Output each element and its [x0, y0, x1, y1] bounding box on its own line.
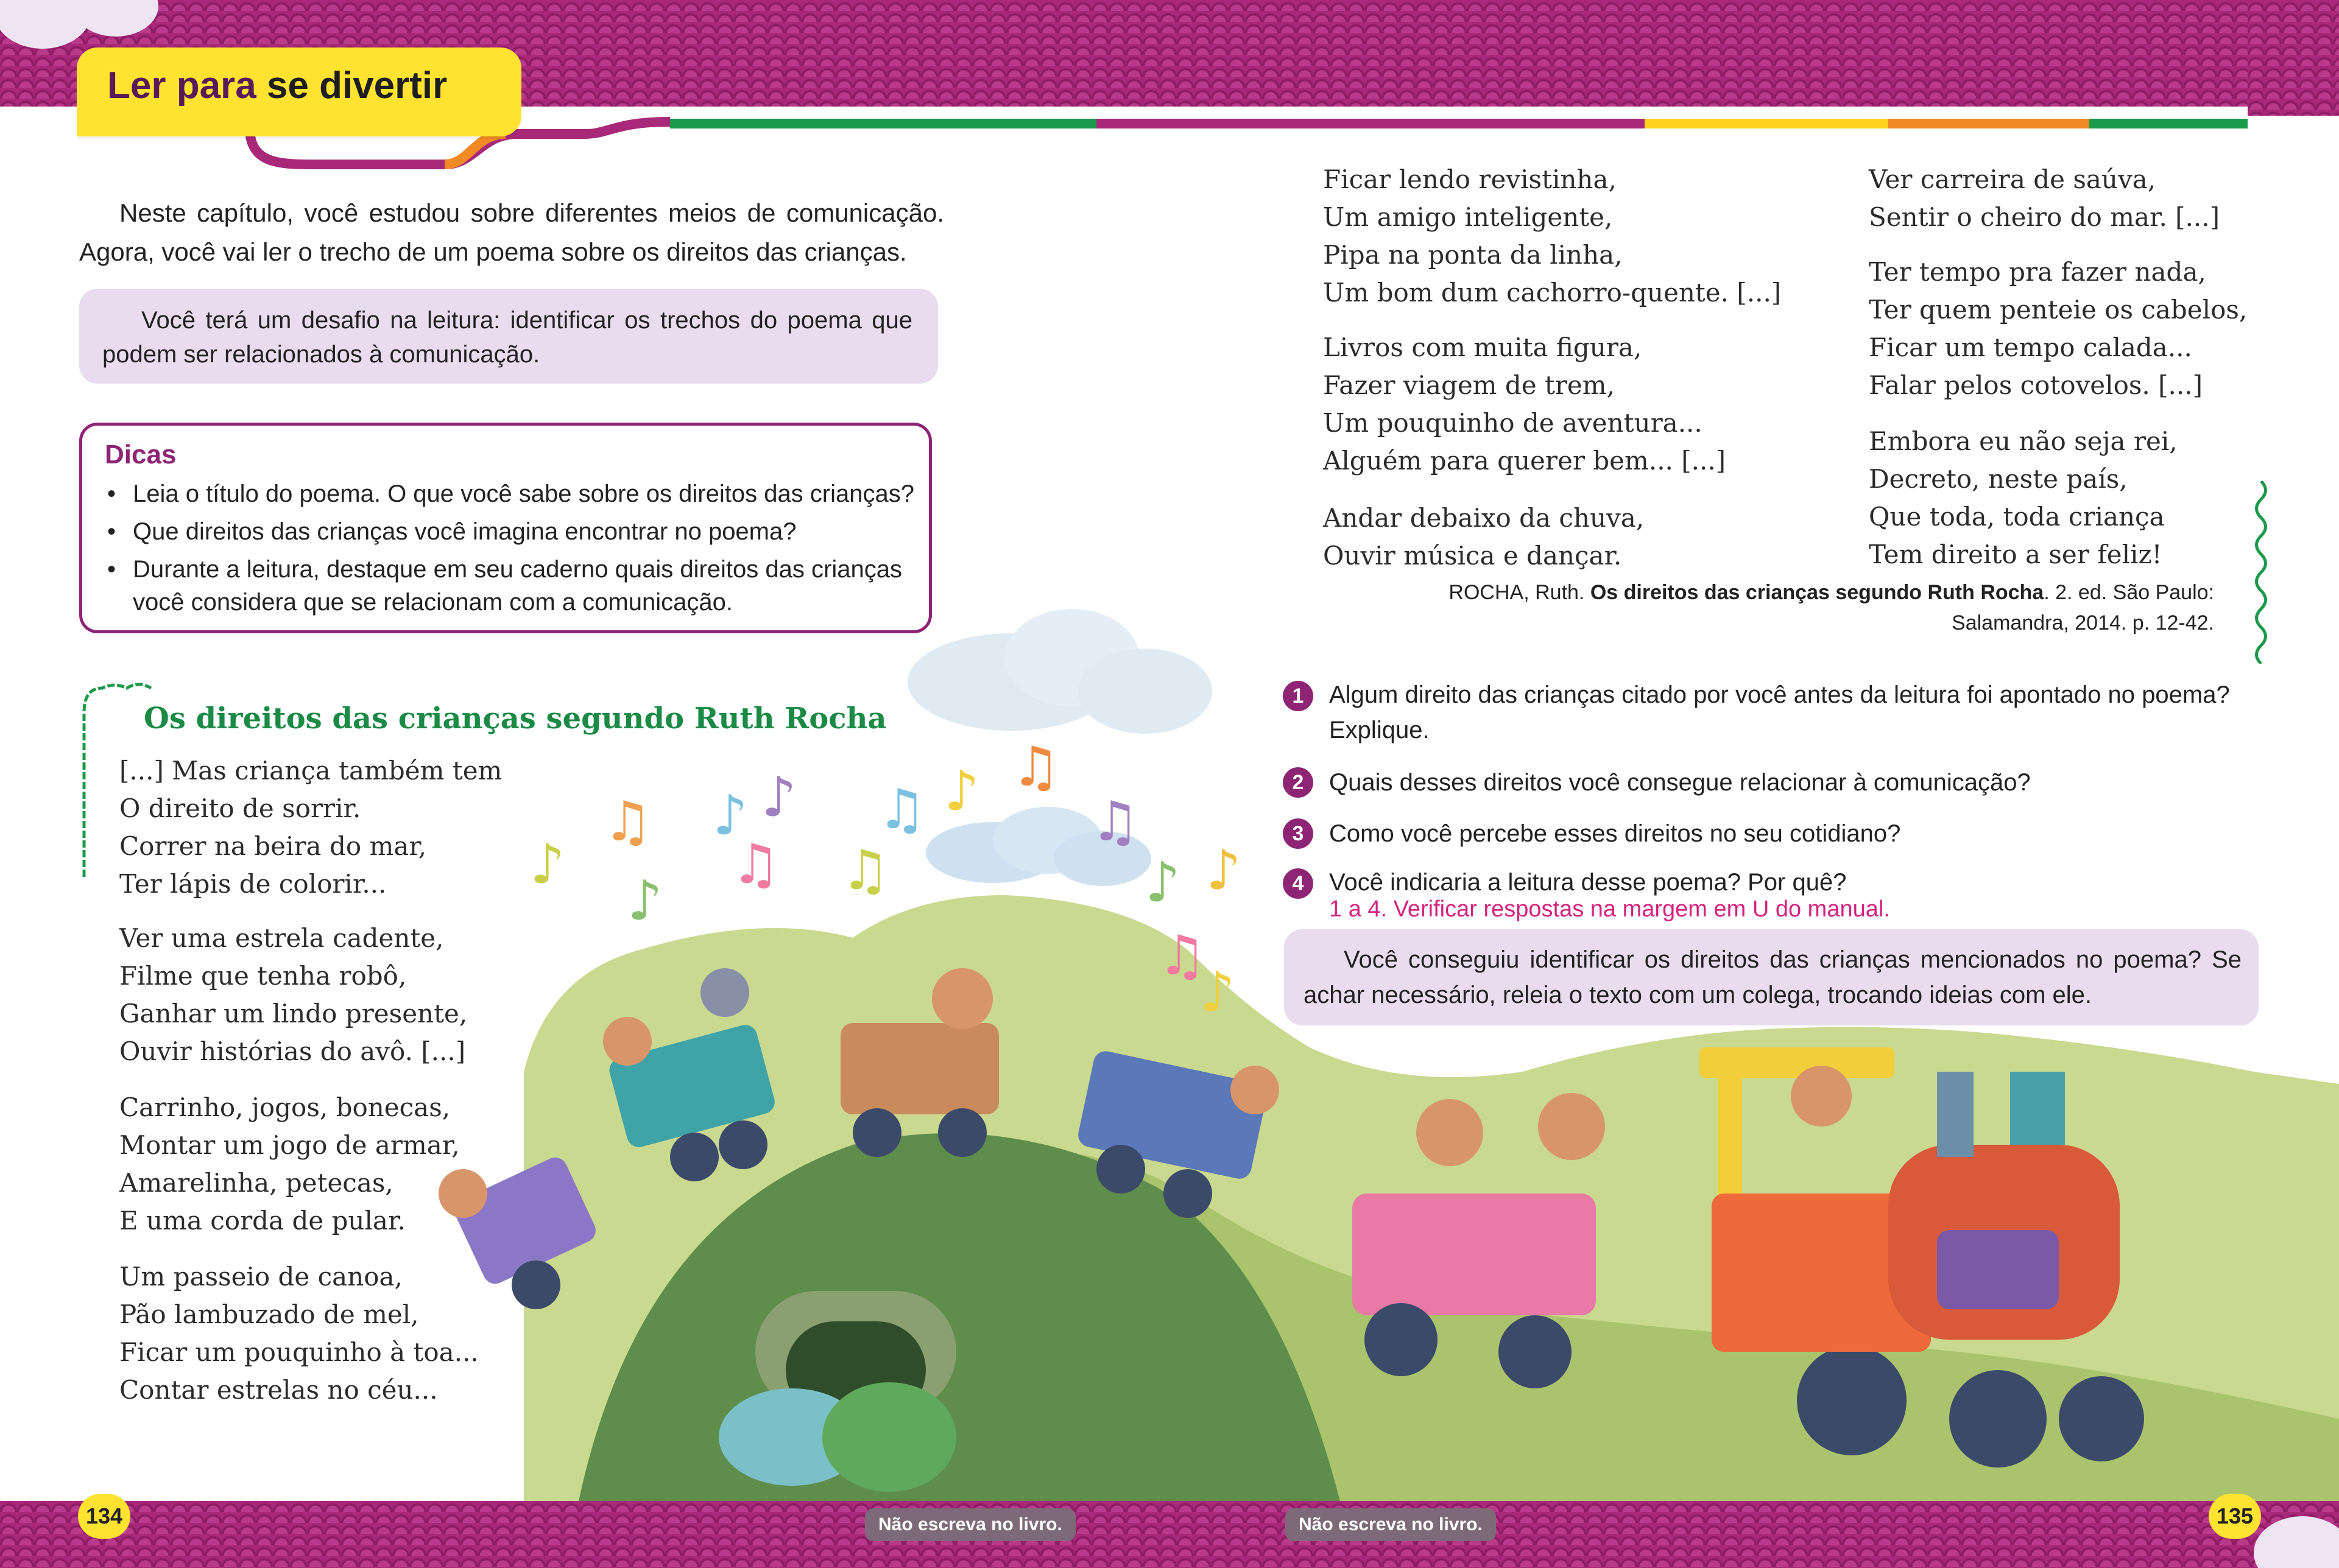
poem-stanza — [119, 752, 502, 903]
poem-stanza — [1323, 329, 1726, 480]
tip-item: • Leia o título do poema. O que você sabe sobre os direitos das crianças? — [105, 477, 915, 510]
teacher-answer-note: 1 a 4. Verificar respostas na margem em U do manual. — [1329, 896, 1890, 922]
svg-text:♫: ♫ — [841, 838, 890, 902]
poem-line: Ter lápis de colorir... — [119, 869, 387, 899]
poem-line: Montar um jogo de armar, — [119, 1130, 460, 1160]
question-number-badge: 2 — [1283, 767, 1313, 798]
poem-line: Fazer viagem de trem, — [1323, 370, 1615, 400]
section-title — [107, 64, 447, 107]
svg-text:♪: ♪ — [713, 784, 748, 848]
poem-line: Embora eu não seja rei, — [1869, 426, 2178, 456]
svg-text:♪: ♪ — [1206, 838, 1241, 902]
decor-stripe-yellow — [1645, 119, 1888, 128]
svg-text:♫: ♫ — [731, 832, 780, 896]
question-text: Você indicaria a leitura desse poema? Por quê? — [1329, 869, 1847, 896]
cloud-icon — [2248, 1510, 2339, 1568]
poem-line: Pão lambuzado de mel, — [119, 1299, 419, 1329]
section-title-part1: Ler para — [107, 65, 256, 107]
poem-line: Ouvir música e dançar. — [1323, 541, 1622, 571]
svg-text:♪: ♪ — [761, 765, 797, 829]
question-text: Algum direito das crianças citado por você antes da leitura foi apontado no poema? Explique. — [1329, 681, 2230, 744]
tip-item: • Que direitos das crianças você imagina encontrar no poema? — [105, 515, 915, 548]
poem-line: Ficar um pouquinho à toa... — [119, 1337, 479, 1367]
poem-stanza — [119, 1089, 460, 1240]
poem-line: Contar estrelas no céu... — [119, 1375, 438, 1405]
poem-line: Correr na beira do mar, — [119, 831, 427, 861]
question-number-badge: 3 — [1283, 818, 1313, 849]
poem-line: Ter quem penteie os cabelos, — [1869, 295, 2248, 325]
poem-line: Ouvir histórias do avô. [...] — [119, 1036, 466, 1066]
decor-stripe-green-end — [2089, 119, 2248, 128]
poem-line: Um amigo inteligente, — [1323, 202, 1613, 232]
poem-line: Filme que tenha robô, — [119, 961, 407, 991]
tips-title: Dicas — [105, 440, 177, 469]
poem-stanza — [1869, 253, 2247, 404]
do-not-write-note: Não escreva no livro. — [1285, 1508, 1496, 1541]
svg-text:♫: ♫ — [1090, 790, 1140, 854]
poem-stanza — [1869, 423, 2178, 574]
page-number-left: 134 — [78, 1494, 130, 1539]
source-details: . 2. ed. São Paulo: — [2044, 581, 2214, 604]
poem-line: Um pouquinho de aventura... — [1323, 408, 1702, 438]
poem-source-citation — [1389, 577, 2214, 638]
question-number-badge: 1 — [1283, 681, 1313, 711]
decor-stripe-purple — [1096, 119, 1645, 128]
bottom-scale-band — [0, 1501, 2339, 1568]
question-text: Como você percebe esses direitos no seu cotidiano? — [1329, 820, 1901, 847]
poem-line: Ter tempo pra fazer nada, — [1869, 257, 2206, 287]
robot-icon — [700, 968, 749, 1017]
poem-line: O direito de sorrir. — [119, 793, 361, 823]
decor-stripe-green — [670, 119, 1096, 128]
poem-stanza — [119, 919, 467, 1071]
svg-text:♫: ♫ — [1157, 924, 1207, 988]
decor-stripe-orange — [1888, 119, 2089, 128]
poem-line: Livros com muita figura, — [1323, 332, 1642, 362]
poem-stanza — [119, 1258, 479, 1409]
poem-line: Ficar lendo revistinha, — [1323, 164, 1617, 194]
poem-title: Os direitos das crianças segundo Ruth Rocha — [144, 701, 887, 736]
poem-line: Ganhar um lindo presente, — [119, 999, 468, 1028]
svg-text:♫: ♫ — [603, 790, 652, 854]
poem-line: Falar pelos cotovelos. [...] — [1869, 370, 2203, 400]
poem-line: Tem direito a ser feliz! — [1869, 540, 2162, 569]
section-title-part2: se divertir — [266, 65, 448, 107]
intro-paragraph: Neste capítulo, você estudou sobre diferentes meios de comunicação. Agora, você vai ler o trecho de um poema sobre os direitos das crianças. — [79, 199, 944, 266]
page-number-right: 135 — [2209, 1494, 2261, 1539]
poem-line: [...] Mas criança também tem — [119, 756, 503, 786]
poem-stanza — [1869, 161, 2220, 236]
poem-line: Um bom dum cachorro-quente. [...] — [1323, 278, 1782, 308]
svg-text:♫: ♫ — [877, 778, 926, 842]
poem-line: Ver uma estrela cadente, — [119, 923, 444, 953]
poem-stanza — [1323, 161, 1781, 312]
poem-line: Amarelinha, petecas, — [119, 1168, 393, 1198]
poem-line: Carrinho, jogos, bonecas, — [119, 1092, 451, 1122]
poem-stanza — [1323, 499, 1644, 575]
svg-text:♫: ♫ — [1011, 735, 1060, 799]
cloud-icon — [0, 0, 171, 55]
question-number-badge: 4 — [1283, 868, 1313, 899]
source-details: Salamandra, 2014. p. 12-42. — [1952, 611, 2214, 635]
svg-text:♪: ♪ — [1145, 851, 1180, 915]
poem-line: Pipa na ponta da linha, — [1323, 240, 1623, 270]
poem-line: Ver carreira de saúva, — [1869, 164, 2156, 194]
poem-line: Decreto, neste país, — [1869, 464, 2128, 494]
svg-text:♪: ♪ — [944, 759, 979, 823]
poem-line: Um passeio de canoa, — [119, 1262, 403, 1292]
poem-line: Ficar um tempo calada... — [1869, 332, 2192, 362]
tip-item: • Durante a leitura, destaque em seu caderno quais direitos das crianças você considera que se relacionam com a comunicação. — [105, 553, 915, 619]
source-title: Os direitos das crianças segundo Ruth Rocha — [1590, 581, 2044, 604]
svg-text:♪: ♪ — [1200, 960, 1235, 1024]
poem-line: Alguém para querer bem... [...] — [1323, 446, 1726, 476]
reflection-text: Você conseguiu identificar os direitos das crianças mencionados no poema? Se achar necessário, releia o texto com um colega, trocando ideias com ele. — [1304, 946, 2242, 1008]
challenge-text: Você terá um desafio na leitura: identificar os trechos do poema que podem ser relacionados à comunicação. — [102, 307, 912, 368]
poem-line: Andar debaixo da chuva, — [1323, 503, 1645, 533]
source-author: ROCHA, Ruth. — [1448, 581, 1585, 604]
question-text: Quais desses direitos você consegue relacionar à comunicação? — [1329, 769, 2031, 796]
tips-list — [105, 477, 915, 624]
do-not-write-note: Não escreva no livro. — [865, 1508, 1076, 1541]
poem-line: E uma corda de pular. — [119, 1206, 406, 1236]
svg-text:♪: ♪ — [627, 869, 663, 933]
poem-line: Que toda, toda criança — [1869, 502, 2165, 532]
poem-line: Sentir o cheiro do mar. [...] — [1869, 202, 2220, 232]
svg-text:♪: ♪ — [530, 832, 565, 896]
